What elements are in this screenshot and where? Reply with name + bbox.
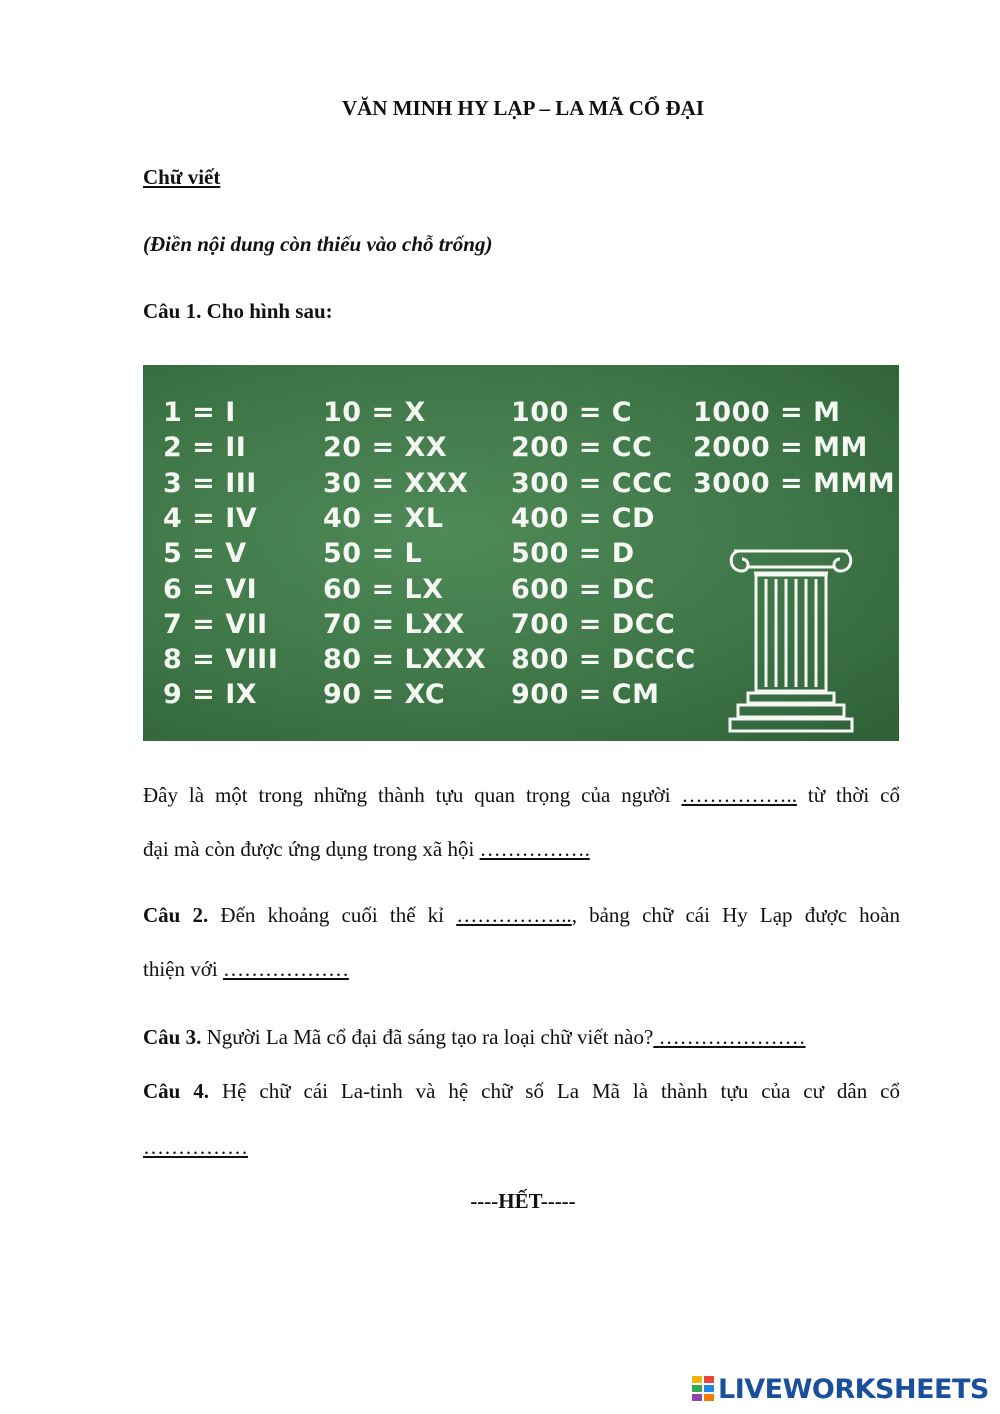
- numeral-col2-row-4: 40 = XL: [323, 502, 444, 534]
- numeral-col2-row-6: 60 = LX: [323, 573, 444, 605]
- question-4-line-1: Câu 4. Hệ chữ cái La-tinh và hệ chữ số La Mã là thành tựu của cư dân cổ: [143, 1079, 900, 1103]
- question-1-label: Câu 1. Cho hình sau:: [143, 299, 333, 323]
- numeral-col4-row-1: 1000 = M: [693, 397, 841, 428]
- numeral-col1-row-1: 1 = I: [163, 397, 236, 428]
- numeral-col4-row-2: 2000 = MM: [693, 432, 868, 464]
- question-1-line-2: đại mà còn được ứng dụng trong xã hội …………….: [143, 837, 590, 861]
- numeral-col1-row-3: 3 = III: [163, 467, 257, 499]
- numeral-col2-row-5: 50 = L: [323, 538, 423, 570]
- numeral-col2-row-9: 90 = XC: [323, 679, 446, 711]
- numeral-col3-row-7: 700 = DCC: [511, 608, 676, 640]
- question-1-line-1: Đây là một trong những thành tựu quan trọng của người …………….. từ thời cổ: [143, 783, 900, 807]
- numeral-col3-row-1: 100 = C: [511, 397, 633, 428]
- numeral-col3-row-3: 300 = CCC: [511, 467, 673, 499]
- section-heading: Chữ viết: [143, 165, 221, 189]
- instruction-text: (Điền nội dung còn thiếu vào chỗ trống): [143, 232, 493, 256]
- question-4-line-2: [143, 1135, 900, 1160]
- liveworksheets-wordmark: LIVEWORKSHEETS: [718, 1373, 989, 1405]
- numeral-col3-row-5: 500 = D: [511, 538, 635, 570]
- numeral-col1-row-9: 9 = IX: [163, 679, 258, 711]
- answer-blank-5[interactable]: …………………: [653, 1025, 806, 1049]
- question-2-label: Câu 2.: [143, 903, 209, 927]
- numeral-col3-row-8: 800 = DCCC: [511, 644, 696, 676]
- numeral-col2-row-3: 30 = XXX: [323, 467, 469, 499]
- worksheet-title: VĂN MINH HY LẠP – LA MÃ CỔ ĐẠI: [341, 96, 705, 120]
- question-4-label: Câu 4.: [143, 1079, 210, 1103]
- liveworksheets-logo[interactable]: [692, 1374, 989, 1404]
- numeral-col4-row-3: 3000 = MMM: [693, 467, 896, 499]
- numeral-col2-row-1: 10 = X: [323, 397, 426, 428]
- numeral-col1-row-2: 2 = II: [163, 432, 247, 464]
- numeral-col1-row-6: 6 = VI: [163, 573, 258, 605]
- numeral-col3-row-2: 200 = CC: [511, 432, 653, 464]
- numeral-col2-row-2: 20 = XX: [323, 432, 448, 464]
- numeral-col1-row-5: 5 = V: [163, 538, 247, 570]
- answer-blank-4[interactable]: ………………: [222, 957, 349, 981]
- question-3: Câu 3. Người La Mã cổ đại đã sáng tạo ra loại chữ viết nào? …………………: [143, 1025, 806, 1049]
- liveworksheets-mark-icon: [692, 1376, 714, 1402]
- answer-blank-3[interactable]: ……………..: [456, 903, 572, 927]
- numeral-col3-row-6: 600 = DC: [511, 573, 656, 605]
- numeral-col3-row-9: 900 = CM: [511, 679, 660, 711]
- end-marker: ----HẾT-----: [470, 1189, 576, 1213]
- numeral-col2-row-7: 70 = LXX: [323, 608, 465, 640]
- numeral-col1-row-8: 8 = VIII: [163, 644, 279, 676]
- question-2-line-2: thiện với ………………: [143, 957, 349, 981]
- numeral-col1-row-7: 7 = VII: [163, 608, 268, 640]
- numeral-col1-row-4: 4 = IV: [163, 502, 258, 534]
- numeral-col3-row-4: 400 = CD: [511, 502, 656, 534]
- roman-numeral-chalkboard: [143, 365, 899, 741]
- numeral-col2-row-8: 80 = LXXX: [323, 644, 487, 676]
- question-2-line-1: Câu 2. Đến khoảng cuối thế kỉ …………….., bảng chữ cái Hy Lạp được hoàn: [143, 903, 900, 927]
- answer-blank-2[interactable]: …………….: [479, 837, 590, 861]
- answer-blank-1[interactable]: ……………..: [681, 783, 797, 807]
- answer-blank-6[interactable]: ……………: [143, 1135, 248, 1159]
- greek-column-icon: [726, 537, 856, 737]
- question-3-label: Câu 3.: [143, 1025, 202, 1049]
